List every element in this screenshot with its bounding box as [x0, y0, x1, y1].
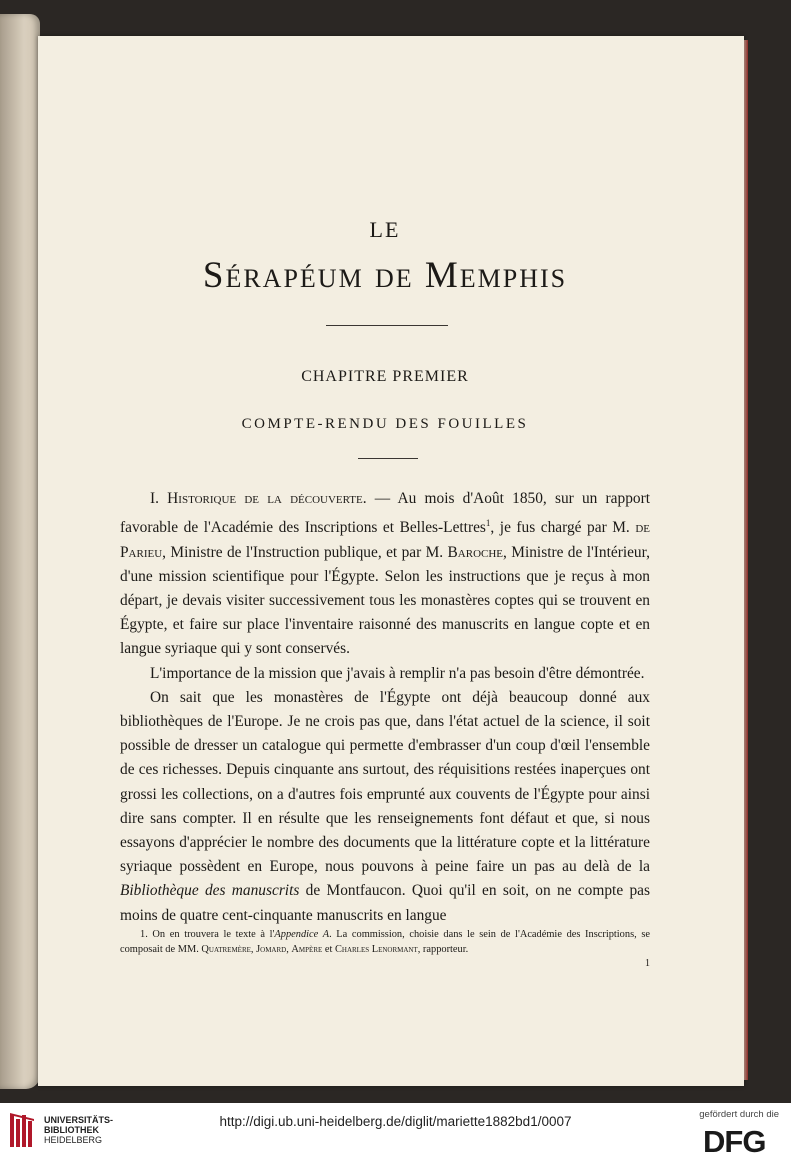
footnote: [120, 927, 650, 957]
dfg-logo-icon[interactable]: [703, 1125, 781, 1155]
title-article: LE: [369, 217, 401, 242]
library-name-line: UNIVERSITÄTS-: [44, 1115, 114, 1125]
section-heading: I. Historique de la découverte.: [150, 490, 367, 507]
book-title: Bibliothèque des manuscrits: [120, 882, 300, 900]
page-url-link[interactable]: http://digi.ub.uni-heidelberg.de/diglit/mariette1882bd1/0007: [219, 1114, 572, 1129]
footnote-text: . La commission, choisie dans le sein de l'Académie des Inscriptions, se composait de MM.: [120, 929, 650, 955]
left-page-edge: [0, 14, 40, 1089]
paragraph-3: [120, 686, 650, 928]
paragraph-text: , Ministre de l'Intérieur, d'une mission scientifique pour l'Égypte. Selon les instructions que je reçus à mon départ, je devais visiter successivement tous les monastères coptes qui se trouvent en Égypte, et faire sur place l'inventaire raisonné des manuscrits en langue copte et en langue syriaque qui y sont conservés.: [120, 543, 650, 658]
subtitle-rule: [358, 458, 418, 459]
paragraph-text: , Ministre de l'Instruction publique, et par M.: [162, 543, 448, 561]
paragraph-text: , je fus chargé par: [490, 519, 613, 537]
paragraph-text: — Au mois d'Août 1850, sur un rapport favorable de l'Académie des Inscriptions et Belles-Lettres: [120, 490, 651, 537]
person-name: Jomard: [256, 944, 287, 955]
person-name: Baroche: [447, 543, 504, 561]
footnote-text: 1. On en trouvera le texte à l': [140, 929, 275, 940]
paragraph-2: L'importance de la mission que j'avais à remplir n'a pas besoin d'être démontrée.: [150, 664, 645, 682]
footnote-text: et: [322, 944, 335, 955]
library-name-line: BIBLIOTHEK: [44, 1125, 99, 1135]
footnote-text: , rapporteur.: [417, 944, 469, 955]
chapter-subtitle: COMPTE-RENDU DES FOUILLES: [241, 416, 529, 432]
footer-bar: [0, 1103, 791, 1161]
page-title: Sérapéum de Memphis: [202, 255, 568, 296]
person-name: Ampère: [291, 944, 323, 955]
footnote-text: ,: [250, 944, 257, 955]
person-name: Quatremère: [201, 944, 251, 955]
body-text: [120, 487, 650, 928]
title-rule: [326, 325, 448, 326]
book-page: [38, 36, 744, 1086]
person-name: M. de Parieu: [120, 519, 650, 561]
chapter-heading: CHAPITRE PREMIER: [301, 368, 469, 385]
svg-text:DFG: DFG: [703, 1125, 766, 1155]
funding-caption: gefördert durch die: [699, 1109, 779, 1120]
person-name: Charles Lenormant: [334, 944, 418, 955]
paragraph-text: de Montfaucon. Quoi qu'il en soit, on ne compte pas moins de quatre cent-cinquante manuscrits en langue: [120, 882, 650, 924]
footnote-italic: Appendice A: [274, 929, 330, 940]
page-number: 1: [645, 958, 650, 969]
library-name-line: HEIDELBERG: [44, 1135, 103, 1145]
footnote-ref: 1: [485, 518, 491, 529]
footnote-text: ,: [286, 944, 292, 955]
paragraph-text: On sait que les monastères de l'Égypte ont déjà beaucoup donné aux bibliothèques de l'Europe. Je ne crois pas que, dans l'état actuel de la science, il soit possible de dresser un catalogue qui permette d'embrasser d'un coup d'œil l'ensemble de ces richesses. Depuis cinquante ans surtout, des réquisitions restées inaperçues ont grossi les collections, on a d'autres fois emprunté aux couvents de l'Égypte pour ainsi dire sans compter. Il en résulte que les renseignements font défaut et que, si nous essayons d'apprécier le nombre des documents que la littérature copte et la littérature syriaque possèdent en Europe, nous pouvons à peine faire un pas au delà de la: [120, 688, 650, 876]
paragraph-1: [120, 487, 650, 662]
